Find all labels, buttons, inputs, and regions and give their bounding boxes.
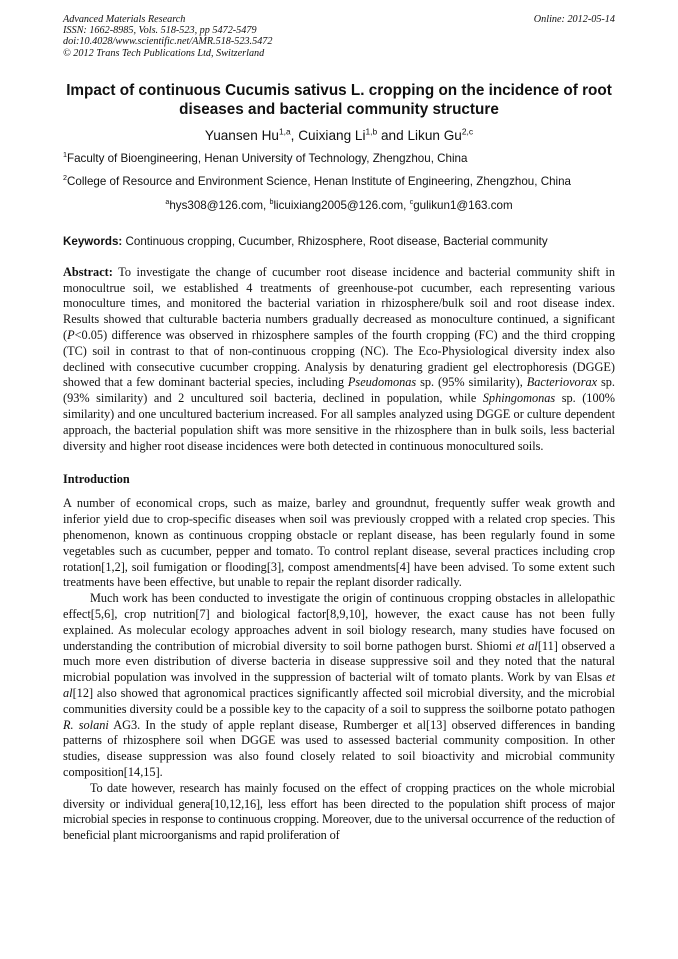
italic-text-segment: et al [515,638,538,653]
intro-paragraph-2 [63,591,615,781]
italic-text-segment: P [67,328,75,342]
italic-text-segment: Pseudomonas [347,375,417,390]
text-segment: To investigate the change of cucumber root disease incidence and bacterial community shift in monocultrue soil, we established 4 treatments of greenhouse-pot cucumber, each representing various monoculture times, and monitored the bacterial variation in rhizosphere/bulk soil and root disease index. Results showed that culturable bacteria numbers gradually decreased as monoculture continued, a significant ( [63,264,615,342]
author-superscript: 1,b [365,126,378,137]
abstract-paragraph [63,265,615,455]
author-name: Yuansen Hu [204,127,279,143]
author-name: Likun Gu [407,127,462,143]
text-segment: [11] observed a much more even distribution of diverse bacteria in disease suppressive soil and they noted that the natural microbial population was involved in the suppression of bacterial wilt of tomato plants. Work by van Elsas [63,638,616,685]
author-separator: , [290,127,299,143]
abstract-label: Abstract: [63,264,113,279]
email-superscript: b [269,196,274,206]
author-superscript: 2,c [461,126,474,137]
email-address[interactable]: gulikun1@163.com [413,198,513,212]
text-segment: sp. (95% similarity), [416,375,527,390]
abstract-body [63,265,615,453]
introduction-heading: Introduction [63,472,130,487]
email-separator: , [403,198,410,212]
affiliation-superscript: 1 [63,149,67,159]
affiliation-1 [63,149,615,166]
copyright-line: © 2012 Trans Tech Publications Ltd, Switzerland [63,47,265,59]
issn-line: ISSN: 1662-8985, Vols. 518-523, pp 5472-5479 [63,25,257,37]
paper-title: Impact of continuous Cucumis sativus L. cropping on the incidence of root diseases and bacterial community structure [66,81,612,118]
italic-text-segment: Sphingomonas [482,391,556,406]
author-name: Cuixiang Li [298,127,366,143]
italic-text-segment: et al [63,670,615,700]
email-separator: , [262,198,270,212]
italic-text-segment: R. solani [63,717,109,732]
email-list [63,196,615,213]
keywords-line [63,235,615,249]
journal-header [63,14,615,59]
text-segment: To date however, research has mainly focused on the effect of cropping practices on the whole microbial diversity or individual genera[10,12,16], less effort has been directed to the population shift process of major microbial species in response to continuous cropping. Moreover, due to the universal occurrence of the reduction of beneficial plant microorganisms and rapid proliferation of [63,780,615,843]
author-superscript: 1,a [278,126,291,137]
doi-line[interactable]: doi:10.4028/www.scientific.net/AMR.518-523.5472 [63,36,273,48]
email-superscript: a [165,196,170,206]
text-segment: [12] also showed that agronomical practices significantly affected soil microbial diversity, and the microbial communities diversity could be a possible key to the capacity of a soil to suppress the soilborne potato pathogen [63,685,615,716]
email-address[interactable]: hys308@126.com [169,198,263,212]
text-segment: Much work has been conducted to investigate the origin of continuous cropping obstacles in allelopathic effect[5,6], crop nutrition[7] and biological factor[8,9,10], however, the exact cause has not been fully explained. As molecular ecology approaches advent in soil biology research, many studies have focused on understanding the contribution of microbial diversity to soil borne pathogen burst. Shiomi [63,591,615,653]
affiliation-text: Faculty of Bioengineering, Henan University of Technology, Zhengzhou, China [67,151,468,165]
intro-paragraph-1 [63,496,615,591]
email-address[interactable]: licuixiang2005@126.com [273,198,404,212]
italic-text-segment: Bacteriovorax [526,375,598,390]
email-superscript: c [409,196,414,206]
journal-info [63,14,272,59]
text-segment: sp. (100% similarity) and one uncultured bacterium increased. For all samples analyzed using DGGE or culture dependent approach, the bacterial population shift was more sensitive in the rhizosphere than in bulk soils, less bacterial diversity and higher root disease incidences were both detected in continuous monocultured soils. [63,391,615,453]
text-segment: AG3. In the study of apple replant disease, Rumberger et al[13] observed differences in banding patterns of rhizosphere soil when DGGE was used to assessed bacterial community composition. In other studies, disease suppression was also found closely related to soil bioactivity and microbial community composition[14,15]. [63,717,615,779]
keywords-label: Keywords: [63,234,123,248]
online-date: Online: 2012-05-14 [533,14,615,25]
intro-paragraph-3 [63,781,615,844]
journal-name: Advanced Materials Research [63,14,186,25]
introduction-body [63,496,615,844]
affiliation-text: College of Resource and Environment Science, Henan Institute of Engineering, Zhengzhou, China [67,174,571,188]
text-segment: sp. (93% similarity) and 2 uncultured soil bacteria, declined in population, while [63,375,615,406]
author-separator: and [377,127,408,143]
affiliation-superscript: 2 [63,172,67,182]
affiliation-2 [63,172,615,189]
author-list [63,127,615,144]
keywords-text: Continuous cropping, Cucumber, Rhizosphere, Root disease, Bacterial community [125,234,548,248]
text-segment: <0.05) difference was observed in rhizosphere samples of the fourth cropping (FC) and the third cropping (TC) soil in contrast to that of non-continuous cropping (NC). The Eco-Physiological diversity index also declined with consecutive cucumber cropping. Analysis by denaturing gradient gel electrophoresis (DGGE) showed that a few dominant bacterial species, including [63,328,615,390]
text-segment: A number of economical crops, such as maize, barley and groundnut, frequently suffer weak growth and inferior yield due to crop-specific diseases when soil was previously cropped with a related crop species. This phenomenon, known as continuous cropping obstacle or replant disease, has been regularly found in some vegetables such as cucumber, pepper and tomato. To control replant disease, several practices including crop rotation[1,2], soil fumigation or flooding[3], compost amendments[4] have been advised. To some extent such treatments have been effective, but unable to repair the replant disorder radically. [63,496,615,590]
